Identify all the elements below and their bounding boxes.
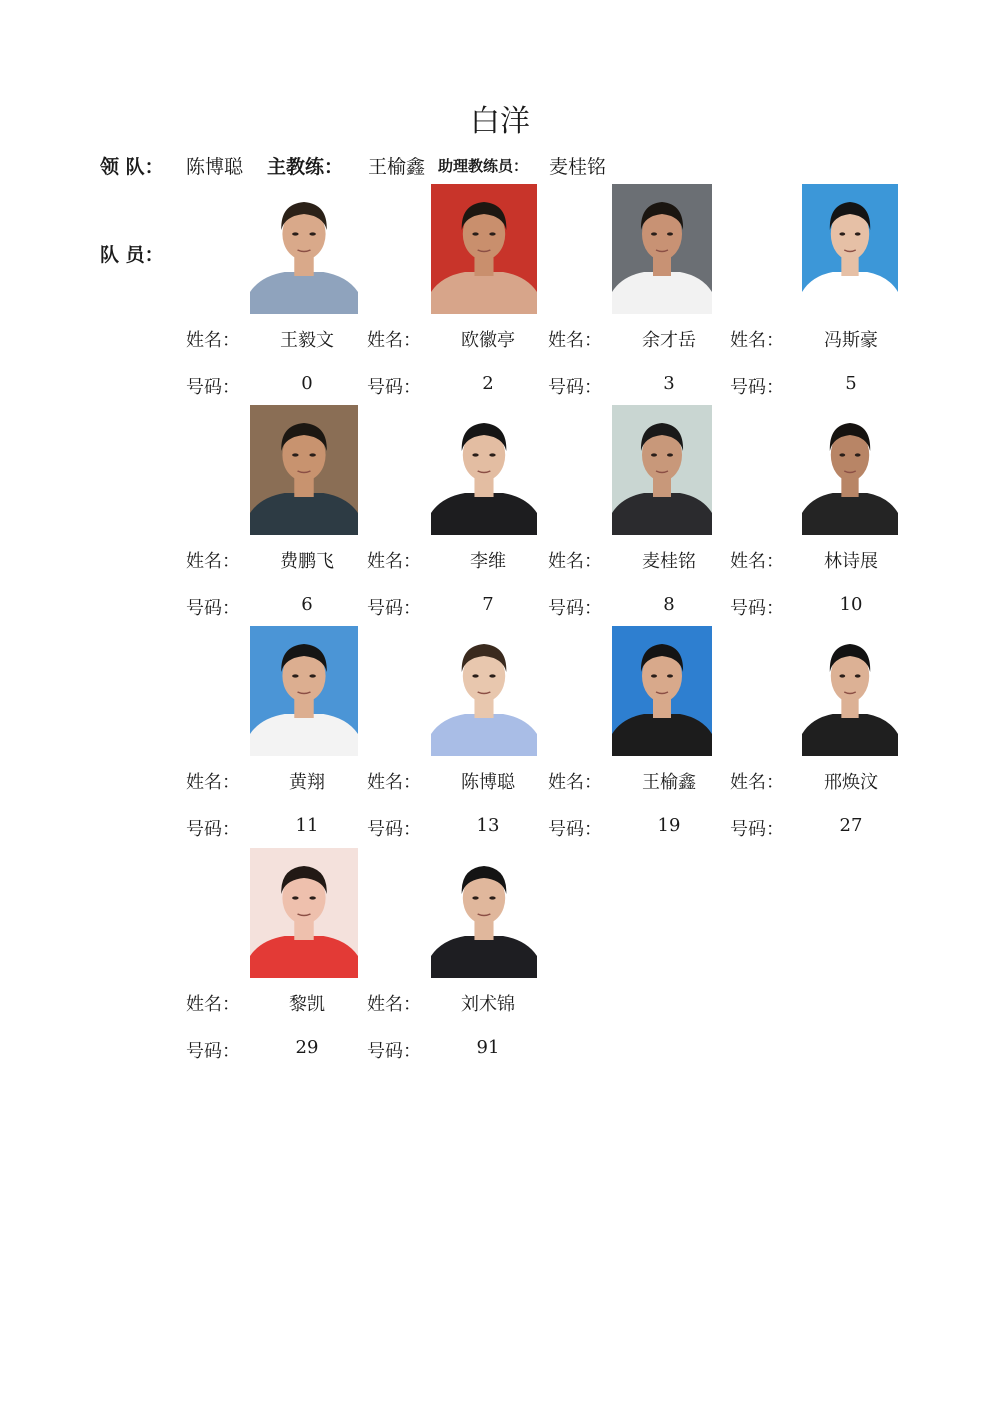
- player-number: 29: [295, 1037, 319, 1058]
- player-name: 黄翔: [289, 772, 325, 793]
- player-name-label: 姓名：: [367, 551, 421, 572]
- player-name: 黎凯: [289, 994, 325, 1015]
- player-photo: [802, 626, 898, 756]
- player-number: 27: [839, 815, 863, 836]
- leader-name: 陈博聪: [186, 156, 244, 178]
- player-number-label: 号码：: [367, 819, 421, 840]
- player-card: [186, 405, 367, 626]
- player-number-label: 号码：: [367, 377, 421, 398]
- player-card: [186, 184, 367, 405]
- player-card: [367, 184, 548, 405]
- player-name-label: 姓名：: [186, 551, 240, 572]
- player-number: 11: [295, 815, 319, 836]
- player-number-label: 号码：: [730, 819, 784, 840]
- player-card: [730, 405, 911, 626]
- player-photo: [250, 626, 358, 756]
- player-number-label: 号码：: [186, 598, 240, 619]
- player-name-label: 姓名：: [367, 772, 421, 793]
- player-name: 刘术锦: [461, 994, 515, 1015]
- head-coach-label: 主教练：: [267, 156, 344, 178]
- player-photo: [250, 848, 358, 978]
- assistant-coach-label: 助理教练员：: [438, 157, 529, 175]
- player-number: 19: [657, 815, 681, 836]
- player-name-label: 姓名：: [186, 994, 240, 1015]
- player-photo: [250, 184, 358, 314]
- player-number-label: 号码：: [730, 598, 784, 619]
- player-name: 王榆鑫: [642, 772, 696, 793]
- player-name-label: 姓名：: [730, 551, 784, 572]
- player-name: 王毅文: [280, 330, 334, 351]
- player-name: 林诗展: [824, 551, 878, 572]
- leader-label: 领 队：: [100, 156, 164, 178]
- player-number-label: 号码：: [548, 598, 602, 619]
- player-name: 冯斯豪: [824, 330, 878, 351]
- assistant-coach-name: 麦桂铭: [549, 156, 607, 178]
- player-photo: [612, 626, 712, 756]
- player-name-label: 姓名：: [367, 330, 421, 351]
- player-number: 10: [839, 594, 863, 615]
- player-photo: [612, 184, 712, 314]
- player-name-label: 姓名：: [186, 330, 240, 351]
- player-number-label: 号码：: [186, 377, 240, 398]
- player-name: 陈博聪: [461, 772, 515, 793]
- player-name: 欧徽亭: [461, 330, 515, 351]
- player-photo: [802, 405, 898, 535]
- player-card: [367, 848, 548, 1069]
- player-number: 0: [301, 373, 313, 394]
- player-number-label: 号码：: [367, 1041, 421, 1062]
- head-coach-name: 王榆鑫: [368, 156, 426, 178]
- player-name-label: 姓名：: [367, 994, 421, 1015]
- player-photo: [250, 405, 358, 535]
- player-name: 麦桂铭: [642, 551, 696, 572]
- player-photo: [612, 405, 712, 535]
- player-name-label: 姓名：: [548, 330, 602, 351]
- player-name: 李维: [470, 551, 506, 572]
- player-name-label: 姓名：: [730, 772, 784, 793]
- player-photo: [431, 626, 537, 756]
- player-name-label: 姓名：: [186, 772, 240, 793]
- player-card: [186, 848, 367, 1069]
- player-name-label: 姓名：: [548, 772, 602, 793]
- player-number: 8: [663, 594, 675, 615]
- player-name-label: 姓名：: [730, 330, 784, 351]
- player-name: 费鹏飞: [280, 551, 334, 572]
- player-photo: [431, 405, 537, 535]
- player-card: [730, 626, 911, 847]
- player-number: 7: [482, 594, 494, 615]
- player-card: [548, 184, 729, 405]
- player-number-label: 号码：: [186, 819, 240, 840]
- player-number: 6: [301, 594, 313, 615]
- player-name: 邢焕汶: [824, 772, 878, 793]
- player-number-label: 号码：: [186, 1041, 240, 1062]
- player-number: 5: [845, 373, 857, 394]
- members-label: 队 员：: [100, 244, 164, 266]
- player-number: 91: [476, 1037, 500, 1058]
- player-card: [730, 184, 911, 405]
- player-photo: [431, 848, 537, 978]
- player-photo: [802, 184, 898, 314]
- player-card: [367, 405, 548, 626]
- player-name: 余才岳: [642, 330, 696, 351]
- player-number-label: 号码：: [548, 819, 602, 840]
- player-number-label: 号码：: [548, 377, 602, 398]
- player-card: [367, 626, 548, 847]
- player-number-label: 号码：: [730, 377, 784, 398]
- player-photo: [431, 184, 537, 314]
- player-name-label: 姓名：: [548, 551, 602, 572]
- player-number: 3: [663, 373, 675, 394]
- player-number: 2: [482, 373, 494, 394]
- player-card: [186, 626, 367, 847]
- player-number: 13: [476, 815, 500, 836]
- page-title: 白洋: [470, 104, 530, 139]
- player-card: [548, 405, 729, 626]
- player-number-label: 号码：: [367, 598, 421, 619]
- player-card: [548, 626, 729, 847]
